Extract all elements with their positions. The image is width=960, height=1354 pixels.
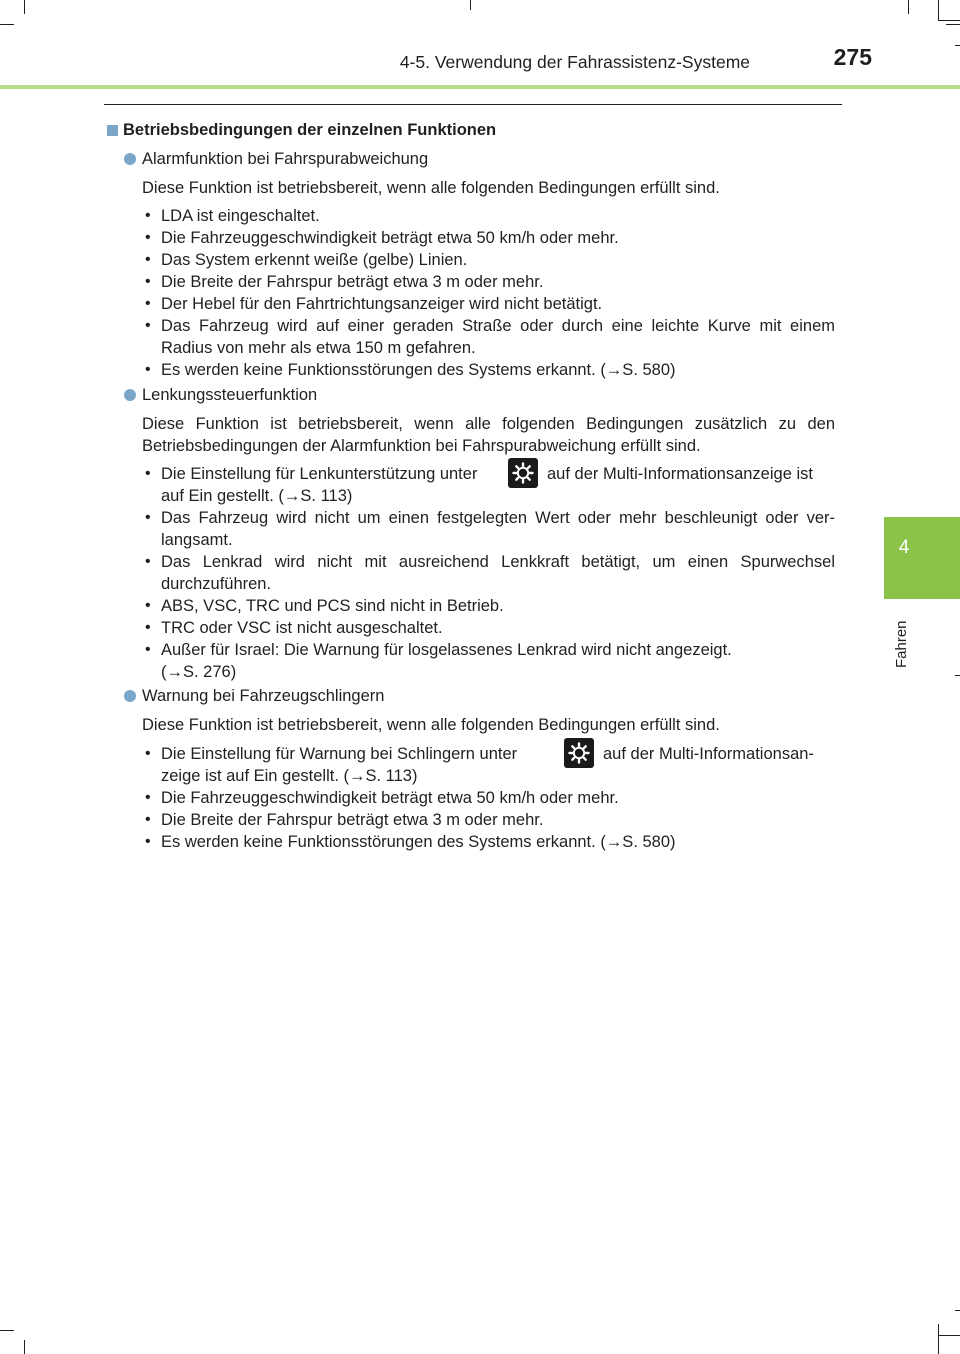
bullet: •	[145, 641, 151, 658]
list-item: Die Einstellung für Lenkunterstützung unter	[161, 465, 478, 483]
bullet: •	[145, 229, 151, 246]
chapter-tab-number: 4	[898, 537, 910, 558]
section-square-marker	[107, 125, 118, 136]
list-item-continuation: durchzuführen.	[161, 575, 272, 593]
bullet: •	[145, 789, 151, 806]
list-item: Die Breite der Fahrspur beträgt etwa 3 m oder mehr.	[161, 273, 544, 291]
chapter-title: 4-5. Verwendung der Fahrassistenz-Systeme	[399, 52, 750, 72]
gear-icon	[508, 458, 538, 488]
bullet: •	[145, 597, 151, 614]
topic-dot-marker	[124, 690, 136, 702]
list-item-continuation: zeige ist auf Ein gestellt. (→S. 113)	[161, 767, 418, 785]
list-item-continuation: (→S. 276)	[161, 663, 237, 681]
topic-dot-marker	[124, 153, 136, 165]
list-item: Die Einstellung für Warnung bei Schlingern unter	[161, 745, 518, 763]
list-item: Außer für Israel: Die Warnung für losgelassenes Lenkrad wird nicht angezeigt.	[161, 641, 732, 659]
bullet: •	[145, 465, 151, 482]
list-item-tail: auf der Multi-Informationsanzeige ist	[547, 465, 813, 483]
list-item: Das System erkennt weiße (gelbe) Linien.	[161, 251, 468, 269]
list-item: Das Fahrzeug wird auf einer geraden Straße oder durch eine leichte Kurve mit einem	[161, 317, 835, 335]
crop-mark	[955, 675, 960, 676]
topic-dot-marker	[124, 389, 136, 401]
bullet: •	[145, 207, 151, 224]
crop-mark	[470, 0, 471, 10]
crop-mark	[908, 0, 909, 14]
bullet: •	[145, 553, 151, 570]
topic-intro-continuation: Betriebsbedingungen der Alarmfunktion bei Fahrspurabweichung erfüllt sind.	[142, 437, 701, 455]
crop-mark	[0, 1330, 14, 1331]
bullet: •	[145, 273, 151, 290]
list-item: Es werden keine Funktionsstörungen des Systems erkannt. (→S. 580)	[161, 833, 676, 851]
list-item: ABS, VSC, TRC und PCS sind nicht in Betrieb.	[161, 597, 504, 615]
list-item: TRC oder VSC ist nicht ausgeschaltet.	[161, 619, 443, 637]
crop-mark	[938, 0, 939, 20]
topic-intro: Diese Funktion ist betriebsbereit, wenn alle folgenden Bedingungen erfüllt sind.	[142, 716, 720, 734]
list-item-continuation: Radius von mehr als etwa 150 m gefahren.	[161, 339, 476, 357]
section-divider	[104, 104, 842, 105]
crop-mark	[24, 1340, 25, 1354]
bullet: •	[145, 295, 151, 312]
list-item-continuation: langsamt.	[161, 531, 233, 549]
header-rule	[0, 85, 960, 89]
bullet: •	[145, 833, 151, 850]
bullet: •	[145, 811, 151, 828]
crop-mark	[938, 1324, 939, 1354]
bullet: •	[145, 317, 151, 334]
crop-mark	[0, 24, 14, 25]
topic-title: Warnung bei Fahrzeugschlingern	[142, 687, 385, 705]
page-number: 275	[833, 44, 872, 70]
bullet: •	[145, 361, 151, 378]
gear-icon	[564, 738, 594, 768]
list-item: Der Hebel für den Fahrtrichtungsanzeiger wird nicht betätigt.	[161, 295, 603, 313]
topic-title: Lenkungssteuerfunktion	[142, 386, 318, 404]
crop-mark	[946, 24, 960, 25]
list-item-continuation: auf Ein gestellt. (→S. 113)	[161, 487, 353, 505]
list-item: Die Fahrzeuggeschwindigkeit beträgt etwa 50 km/h oder mehr.	[161, 789, 619, 807]
crop-mark	[938, 1335, 960, 1336]
list-item: Die Fahrzeuggeschwindigkeit beträgt etwa 50 km/h oder mehr.	[161, 229, 619, 247]
list-item: LDA ist eingeschaltet.	[161, 207, 320, 225]
crop-mark	[938, 20, 960, 21]
section-heading: Betriebsbedingungen der einzelnen Funktionen	[123, 121, 497, 139]
list-item-tail: auf der Multi-Informationsan-	[603, 745, 814, 763]
list-item: Die Breite der Fahrspur beträgt etwa 3 m oder mehr.	[161, 811, 544, 829]
bullet: •	[145, 619, 151, 636]
list-item: Es werden keine Funktionsstörungen des Systems erkannt. (→S. 580)	[161, 361, 676, 379]
list-item: Das Fahrzeug wird nicht um einen festgelegten Wert oder mehr beschleunigt oder ver-	[161, 509, 835, 527]
list-item: Das Lenkrad wird nicht mit ausreichend Lenkkraft betätigt, um einen Spurwechsel	[161, 553, 835, 571]
bullet: •	[145, 745, 151, 762]
topic-title: Alarmfunktion bei Fahrspurabweichung	[142, 150, 429, 168]
bullet: •	[145, 509, 151, 526]
crop-mark	[955, 45, 960, 46]
crop-mark	[24, 0, 25, 14]
chapter-tab-label: Fahren	[893, 620, 910, 668]
crop-mark	[955, 1310, 960, 1311]
topic-intro: Diese Funktion ist betriebsbereit, wenn alle folgenden Bedingungen zusätzlich zu den	[142, 415, 835, 433]
topic-intro: Diese Funktion ist betriebsbereit, wenn alle folgenden Bedingungen erfüllt sind.	[142, 179, 720, 197]
bullet: •	[145, 251, 151, 268]
